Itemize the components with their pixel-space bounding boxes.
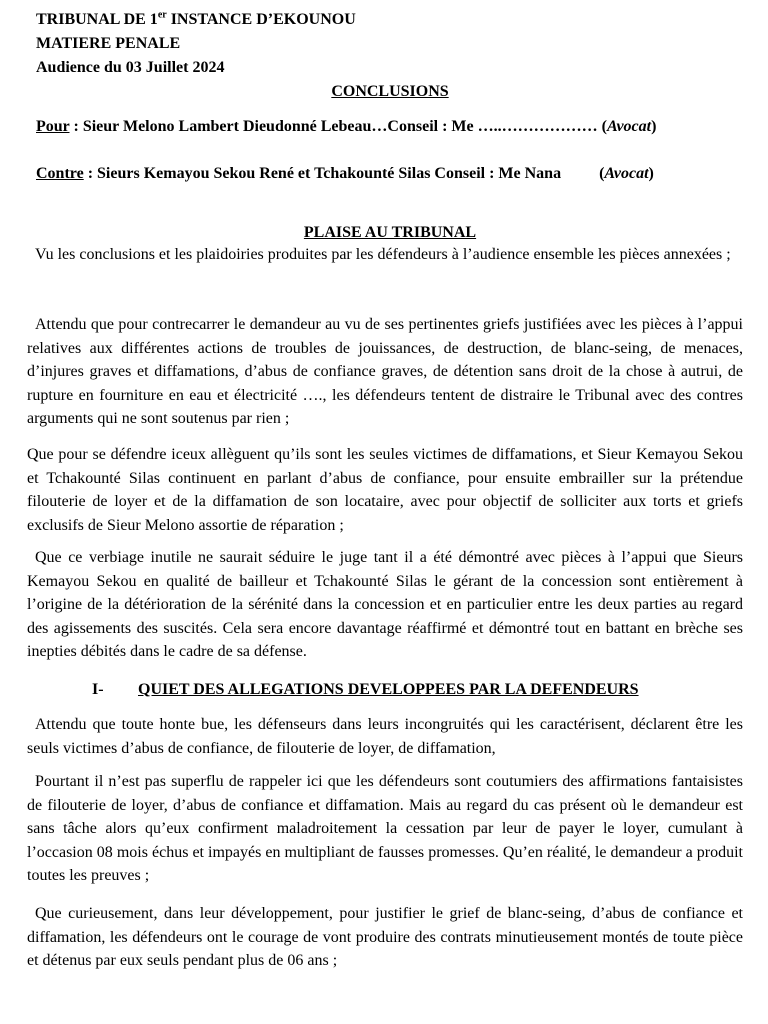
ordinal-superscript: er (157, 9, 167, 21)
plaise-heading: PLAISE AU TRIBUNAL (303, 224, 477, 241)
paragraph-que-verbiage: Que ce verbiage inutile ne saurait séduire le juge tant il a été démontré avec pièces à l’appui que Sieurs Kemayou Sekou en qualité de bailleur et Tchakounté Silas le gérant de la concession sont entièrement à l’origine de la détérioration de la sérénité dans la concession et en particulier entre les deux parties au regard des agissements des suscités. Cela sera encore davantage réaffirmé et démontré tout en battant en brèche ses inepties débités dans le cadre de sa défense. (27, 549, 743, 660)
contre-label: Contre (36, 165, 84, 182)
party-pour: Pour : Sieur Melono Lambert Dieudonné Lebeau…Conseil : Me …..……………… (Avocat) (36, 118, 657, 135)
paragraph-pourtant: Pourtant il n’est pas superflu de rappeler ici que les défendeurs sont coutumiers des affirmations fantaisistes de filouterie de loyer, d’abus de confiance et diffamation. Mais au regard du cas présent où le demandeur est sans tâche alors qu’eux confirment maladroitement la cessation par leur de payer le loyer, cumulant à l’occasion 08 mois échus et impayés en multipliant de fausses promesses. Qu’en réalité, le demandeur a produit toutes les preuves ; (27, 773, 743, 884)
hearing-date: Audience du 03 Juillet 2024 (36, 59, 225, 76)
document-title: CONCLUSIONS (331, 83, 449, 100)
section-title: QUIET DES ALLEGATIONS DEVELOPPEES PAR LA DEFENDEURS (138, 681, 639, 698)
paragraph-attendu-2: Attendu que toute honte bue, les défenseurs dans leurs incongruités qui les caractérisent, déclarent être les seuls victimes d’abus de confiance, de filouterie de loyer, de diffamation, (27, 716, 743, 757)
subject-matter: MATIERE PENALE (36, 35, 181, 52)
court-header (36, 8, 356, 80)
pour-text: : Sieur Melono Lambert Dieudonné Lebeau…Conseil : Me …..……………… ( (69, 118, 607, 135)
paragraph-vu: Vu les conclusions et les plaidoiries produites par les défendeurs à l’audience ensemble les pièces annexées ; (35, 246, 731, 263)
paragraph-attendu-1: Attendu que pour contrecarrer le demandeur au vu de ses pertinentes griefs justifiées avec les pièces à l’appui relatives aux différentes actions de troubles de jouissances, de destruction, de blanc-seing, de menaces, d’injures graves et diffamations, d’abus de confiance graves, de détention sans droit de la chose à autrui, de rupture en fourniture en eau et électricité …., les défendeurs tentent de distraire le Tribunal avec des contres arguments qui ne sont soutenus par rien ; (27, 316, 743, 427)
pour-label: Pour (36, 118, 70, 135)
pour-role: Avocat (606, 118, 652, 135)
paragraph-que-curieusement: Que curieusement, dans leur développement, pour justifier le grief de blanc-seing, d’abus de confiance et diffamation, les défendeurs ont le courage de vont produire des contrats minutieusement montés de toute pièce et détenus par eux seuls pendant plus de 06 ans ; (27, 905, 743, 969)
section-heading (92, 678, 639, 702)
paragraph-que-defendre: Que pour se défendre iceux allèguent qu’ils sont les seules victimes de diffamations, et Sieur Kemayou Sekou et Tchakounté Silas continuent en parlant d’abus de confiance, pour ensuite embrailler sur la prétendue filouterie de loyer et de la diffamation de son locataire, avec pour objectif de solliciter aux torts et griefs exclusifs de Sieur Melono assortie de réparation ; (27, 446, 743, 534)
court-name: TRIBUNAL DE 1er INSTANCE D’EKOUNOU (36, 9, 356, 28)
party-contre: Contre : Sieurs Kemayou Sekou René et Tchakounté Silas Conseil : Me Nana (Avocat) (36, 165, 654, 182)
contre-text: : Sieurs Kemayou Sekou René et Tchakounté Silas Conseil : Me Nana (83, 165, 562, 182)
contre-role: Avocat (604, 165, 649, 182)
section-number: I- (92, 681, 104, 698)
